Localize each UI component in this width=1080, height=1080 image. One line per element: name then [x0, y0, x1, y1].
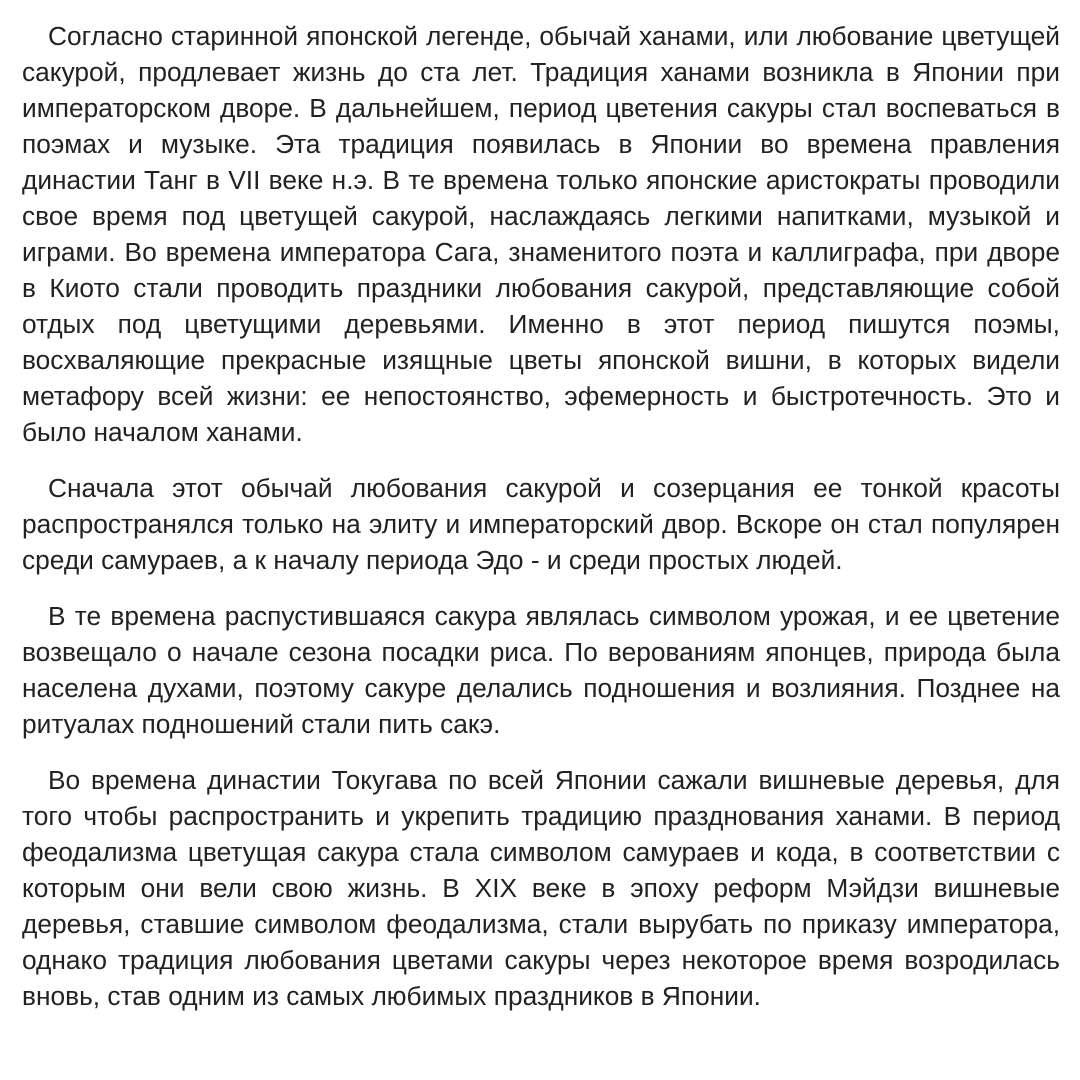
paragraph-spread-to-samurai: Сначала этот обычай любования сакурой и созерцания ее тонкой красоты распространялся только на элиту и императорский двор. Вскоре он стал популярен среди самураев, а к началу периода Эдо - и среди простых людей.	[22, 473, 1060, 575]
paragraph-hanami-origin: Согласно старинной японской легенде, обычай ханами, или любование цветущей сакурой, продлевает жизнь до ста лет. Традиция ханами возникла в Японии при императорском дворе. В дальнейшем, период цветения сакуры стал воспеваться в поэмах и музыке. Эта традиция появилась в Японии во времена правления династии Танг в VII веке н.э. В те времена только японские аристократы проводили свое время под цветущей сакурой, наслаждаясь легкими напитками, музыкой и играми. Во времена императора Сага, знаменитого поэта и каллиграфа, при дворе в Киото стали проводить праздники любования сакурой, представляющие собой отдых под цветущими деревьями. Именно в этот период пишутся поэмы, восхваляющие прекрасные изящные цветы японской вишни, в которых видели метафору всей жизни: ее непостоянство, эфемерность и быстротечность. Это и было началом ханами.	[22, 21, 1060, 447]
paragraph-harvest-symbol: В те времена распустившаяся сакура являлась символом урожая, и ее цветение возвещало о начале сезона посадки риса. По верованиям японцев, природа была населена духами, поэтому сакуре делались подношения и возлияния. Позднее на ритуалах подношений стали пить сакэ.	[22, 601, 1060, 739]
paragraph-tokugawa-era: Во времена династии Токугава по всей Японии сажали вишневые деревья, для того чтобы распространить и укрепить традицию празднования ханами. В период феодализма цветущая сакура стала символом самураев и кода, в соответствии с которым они вели свою жизнь. В XIX веке в эпоху реформ Мэйдзи вишневые деревья, ставшие символом феодализма, стали вырубать по приказу императора, однако традиция любования цветами сакуры через некоторое время возродилась вновь, став одним из самых любимых праздников в Японии.	[22, 765, 1060, 1011]
